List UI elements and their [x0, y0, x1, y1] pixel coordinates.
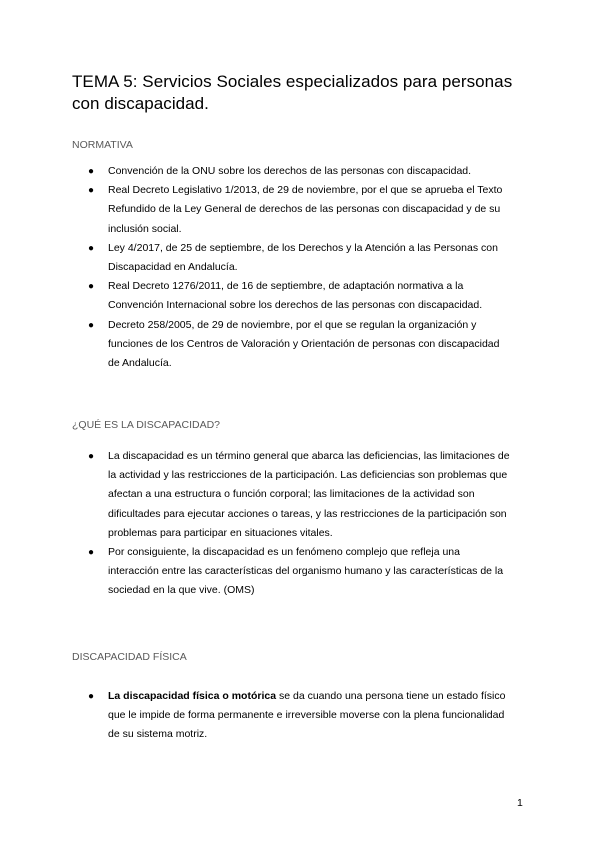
list-item-text: Real Decreto 1276/2011, de 16 de septiembre, de adaptación normativa a la Convención Internacional sobre los derechos de las personas con discapacidad. [108, 280, 483, 312]
list-item [72, 181, 512, 239]
normativa-list [72, 162, 512, 373]
list-item-text: Ley 4/2017, de 25 de septiembre, de los Derechos y la Atención a las Personas con Discapacidad en Andalucía. [108, 241, 498, 274]
section-heading-discapacidad-fisica: DISCAPACIDAD FÍSICA [72, 651, 187, 663]
list-item-text: Decreto 258/2005, de 29 de noviembre, por el que se regulan la organización y funciones de los Centros de Valoración y Orientación de personas con discapacidad de Andalucía. [108, 318, 500, 370]
bullet-icon: ● [88, 281, 95, 293]
list-item-text: Real Decreto Legislativo 1/2013, de 29 de noviembre, por el que se aprueba el Texto Refundido de la Ley General de derechos de las personas con discapacidad y de su inclusión social. [108, 184, 503, 235]
list-item [72, 316, 512, 374]
bullet-icon: ● [88, 451, 95, 462]
list-item [72, 162, 512, 181]
bullet-icon: ● [88, 166, 95, 177]
section-heading-que-es-la-discapacidad: ¿QUÉ ES LA DISCAPACIDAD? [72, 419, 221, 431]
discapacidad-fisica-list [72, 687, 512, 745]
bullet-icon: ● [88, 691, 95, 702]
page-number: 1 [517, 797, 523, 809]
list-item-bold-term: La discapacidad física o motórica [108, 690, 277, 702]
list-item [72, 447, 512, 543]
section-heading-normativa: NORMATIVA [72, 139, 133, 151]
list-item-text: Convención de la ONU sobre los derechos de las personas con discapacidad. [108, 165, 472, 177]
bullet-icon: ● [88, 547, 95, 559]
list-item-text: se da cuando una persona tiene un estado físico que le impide de forma permanente e irreversible moverse con la plena funcionalidad de su sistema motriz. [108, 690, 506, 741]
list-item [72, 687, 512, 745]
list-item-text: Por consiguiente, la discapacidad es un fenómeno complejo que refleja una interacción entre las características del organismo humano y las características de la sociedad en la que vive. (OMS) [108, 546, 504, 597]
bullet-icon: ● [88, 319, 95, 331]
page-title: TEMA 5: Servicios Sociales especializados para personas con discapacidad. [72, 72, 513, 113]
definicion-list [72, 447, 512, 601]
bullet-icon: ● [88, 242, 95, 254]
list-item [72, 239, 512, 277]
list-item [72, 543, 512, 601]
list-item [72, 277, 512, 315]
bullet-icon: ● [88, 185, 95, 197]
list-item-text: La discapacidad es un término general que abarca las deficiencias, las limitaciones de la actividad y las restricciones de la participación. Las deficiencias son problemas que afectan a una estructura o función corporal; las limitaciones de la actividad son dificultades para ejecutar acciones o tareas, y las restricciones de la participación son problemas para participar en situaciones vitales. [108, 450, 510, 539]
